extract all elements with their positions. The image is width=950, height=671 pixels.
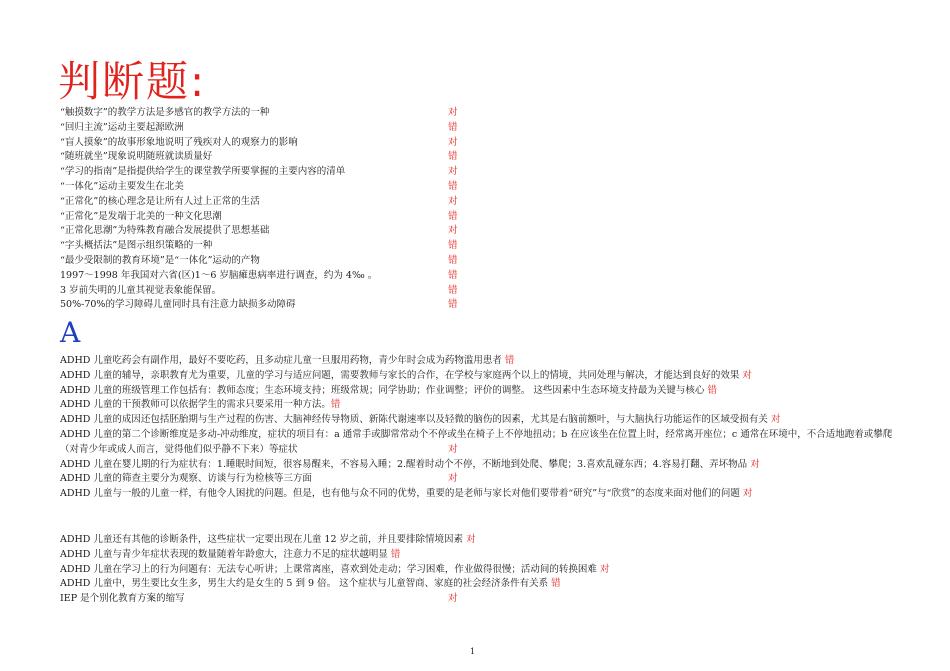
- statement-row: [60, 284, 458, 298]
- answer-mark: 错: [390, 548, 401, 560]
- answer-mark: 错: [448, 284, 458, 296]
- statement-text: “最少受限制的教育环境”是“一体化”运动的产物: [60, 255, 260, 266]
- statement-row: [60, 210, 458, 224]
- statement-text: ADHD 儿童还有其他的诊断条件，这些症状一定要出现在儿童 12 岁之前，并且要排除情境因素: [60, 534, 467, 545]
- statement-text: “学习的指南”是指提供给学生的课堂教学所要掌握的主要内容的清单: [60, 166, 346, 178]
- statement-text: IEP 是个别化教育方案的缩写: [60, 593, 185, 605]
- statement-text: ADHD 儿童的班级管理工作包括有：教师态度；生态环境支持；班级常规；同学协助；作业调整；评价的调整。 这些因素中生态环境支持最为关键与核心: [60, 384, 708, 396]
- answer-mark: 对: [466, 534, 476, 545]
- statement-row: [60, 195, 458, 209]
- answer-mark: 错: [448, 181, 458, 192]
- statement-row: [60, 487, 752, 501]
- answer-mark: 对: [599, 563, 610, 575]
- answer-mark: 对: [448, 593, 458, 605]
- statement-row: [60, 413, 780, 427]
- statement-text: ADHD 儿童中，男生要比女生多，男生大约是女生的 5 到 9 倍。 这个症状与儿童智商、家庭的社会经济条件有关系: [60, 578, 552, 590]
- statement-text: ADHD 儿童的筛查主要分为观察、访谈与行为检核等三方面: [60, 473, 312, 485]
- statement-row: [60, 121, 458, 135]
- statement-row: [60, 165, 458, 179]
- answer-mark: 错: [551, 578, 561, 590]
- answer-mark: 对: [448, 107, 458, 118]
- statement-text: ADHD 儿童的辅导，亲职教育尤为重要，儿童的学习与适应问题，需要教师与家长的合作，在学校与家庭两个以上的情境，共同处理与解决，才能达到良好的效果: [60, 369, 743, 381]
- statement-row: [60, 458, 760, 472]
- page-title: 判断题:: [58, 57, 207, 106]
- statement-text: “随班就坐”现象说明随班就读质量好: [60, 151, 213, 163]
- statement-row: [60, 533, 476, 547]
- statement-text: ADHD 儿童的干预教师可以依据学生的需求只要采用一种方法。: [60, 399, 331, 411]
- answer-mark: 对: [448, 473, 458, 485]
- answer-mark: 对: [448, 136, 458, 148]
- statement-text: “一体化”运动主要发生在北美: [60, 181, 184, 192]
- statement-text: ADHD 儿童的第二个诊断维度是多动-冲动维度，症状的项目有：a 通常手或脚常常动个不停或坐在椅子上不停地扭动；b 在应该坐在位置上时，经常离开座位；c 通常在环境中，不合适地跑着或攀爬: [60, 429, 893, 440]
- statement-row: [60, 224, 458, 238]
- answer-mark: 错: [448, 255, 458, 266]
- statement-row: [60, 384, 717, 398]
- statement-text: 50%-70%的学习障碍儿童同时具有注意力缺损多动障碍: [60, 299, 296, 311]
- statement-row: [60, 472, 458, 486]
- statement-row: [60, 354, 514, 368]
- statement-text: ADHD 儿童的成因还包括胚胎期与生产过程的伤害、大脑神经传导物质、新陈代谢速率以及轻微的脑伤的因素，尤其是右脑前额叶，与大脑执行功能运作的区域受损有关: [60, 414, 771, 426]
- statement-row: [60, 150, 458, 164]
- answer-mark: 对: [742, 369, 752, 381]
- answer-mark: 错: [448, 299, 458, 311]
- answer-mark: 错: [448, 210, 458, 222]
- statement-row: [60, 136, 458, 150]
- statement-row: [60, 298, 458, 312]
- answer-mark: 对: [448, 443, 458, 455]
- statement-text: “正常化”是发端于北美的一种文化思潮: [60, 210, 222, 222]
- statement-row: [60, 592, 458, 606]
- answer-mark: 错: [707, 384, 717, 396]
- statement-row: [60, 369, 752, 383]
- statement-text: ADHD 儿童在婴儿期的行为症状有：1.睡眠时间短，很容易醒来，不容易入睡；2.醒着时动个不停，不断地到处爬、攀爬；3.喜欢乱碰东西；4.容易打翻、弄坏物品: [60, 458, 751, 470]
- statement-text: ADHD 儿童与一般的儿童一样，有他令人困扰的问题。但是，也有他与众不同的优势，重要的是老师与家长对他们要带着“研究”与“欣赏”的态度来面对他们的问题: [60, 488, 743, 500]
- statement-row: [60, 269, 458, 283]
- answer-mark: 对: [770, 414, 781, 426]
- answer-mark: 错: [504, 355, 515, 366]
- statement-row: [60, 577, 561, 591]
- answer-mark: 对: [448, 195, 458, 207]
- statement-row: [60, 398, 340, 412]
- statement-text: “回归主流”运动主要起源欧洲: [60, 121, 184, 133]
- answer-mark: 对: [448, 166, 458, 178]
- statement-row: [60, 548, 400, 562]
- page-number: 1: [470, 647, 476, 656]
- statement-row: [60, 106, 458, 120]
- answer-mark: 对: [448, 225, 458, 237]
- answer-mark: 错: [448, 240, 458, 252]
- statement-text: “正常化思潮”为特殊教育融合发展提供了思想基础: [60, 225, 270, 237]
- statement-text: “盲人摸象”的故事形象地说明了残疾对人的观察力的影响: [60, 136, 298, 148]
- statement-text: 3 岁前失明的儿童其视觉表象能保留。: [60, 284, 222, 296]
- statement-row: [60, 443, 458, 457]
- section-heading-a: A: [60, 316, 81, 349]
- statement-row: [60, 428, 892, 442]
- answer-mark: 对: [742, 488, 753, 500]
- statement-text: ADHD 儿童与青少年症状表现的数量随着年龄愈大，注意力不足的症状越明显: [60, 548, 391, 560]
- statement-row: [60, 254, 458, 268]
- statement-row: [60, 563, 609, 577]
- answer-mark: 错: [448, 269, 458, 281]
- answer-mark: 错: [448, 121, 458, 133]
- statement-text: （对青少年或成人而言，觉得他们似乎静不下来）等症状: [60, 443, 298, 455]
- answer-mark: 错: [330, 399, 341, 411]
- statement-text: “正常化”的核心理念是让所有人过上正常的生活: [60, 195, 260, 207]
- statement-text: 1997～1998 年我国对六省(区)1～6 岁脑瘫患病率进行调查，约为 4‰ 。: [60, 269, 378, 281]
- answer-mark: 错: [448, 151, 458, 163]
- statement-text: ADHD 儿童在学习上的行为问题有：无法专心听讲；上课常离座，喜欢到处走动；学习困难，作业做得很慢；活动间的转换困难: [60, 563, 600, 575]
- statement-row: [60, 239, 458, 253]
- statement-text: “字头概括法”是图示组织策略的一种: [60, 240, 213, 252]
- statement-text: “触摸数字”的教学方法是多感官的教学方法的一种: [60, 107, 270, 118]
- answer-mark: 对: [750, 458, 760, 470]
- statement-text: ADHD 儿童吃药会有副作用，最好不要吃药，且多动症儿童一旦服用药物，青少年时会成为药物滥用患者: [60, 355, 505, 366]
- statement-row: [60, 180, 458, 194]
